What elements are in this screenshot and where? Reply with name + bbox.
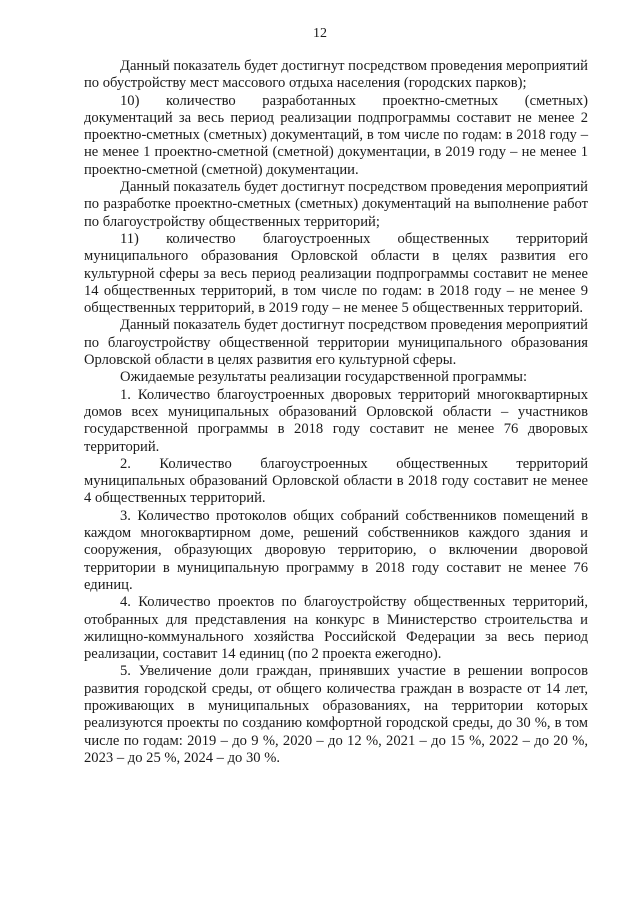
paragraph-design-docs-indicator: Данный показатель будет достигнут посредством проведения мероприятий по разработке проектно-сметных (сметных) документаций на выполнение работ по благоустройству общественных территорий; [84, 179, 588, 230]
paragraph-result-2: 2. Количество благоустроенных общественных территорий муниципальных образований Орловской области в 2018 году составит не менее 4 общественных территорий. [84, 455, 588, 507]
paragraph-public-territory-indicator: Данный показатель будет достигнут посредством проведения мероприятий по благоустройству общественной территории муниципального образования Орловской области в целях развития его культурной сферы. [84, 317, 588, 369]
paragraph-result-1: 1. Количество благоустроенных дворовых территорий многоквартирных домов всех муниципальных образований Орловской области – участников государственной программы в 2018 году составит не менее 76 дворовых территорий. [84, 386, 588, 455]
paragraph-result-3: 3. Количество протоколов общих собраний собственников помещений в каждом многоквартирном доме, решений собственников каждого здания и сооружения, образующих дворовую территорию, о включении дворовой территории в муниципальную программу в 2018 году составит не менее 76 единиц. [84, 507, 588, 593]
page-number: 12 [313, 26, 327, 41]
paragraph-result-4: 4. Количество проектов по благоустройству общественных территорий, отобранных для представления на конкурс в Министерство строительства и жилищно-коммунального хозяйства Российской Федерации за весь период реализации, составит 14 единиц (по 2 проекта ежегодно). [84, 594, 588, 663]
paragraph-item-10: 10) количество разработанных проектно-сметных (сметных) документаций за весь период реализации подпрограммы составит не менее 2 проектно-сметных (сметных) документаций, в том числе по годам: в 2018 году – не менее 1 проектно-сметной (сметной) документации, в 2019 году – не менее 1 проектно-сметной (сметной) документации. [84, 92, 588, 178]
document-body [84, 58, 588, 767]
paragraph-item-11: 11) количество благоустроенных общественных территорий муниципального образования Орловской области в целях развития его культурной сферы за весь период реализации подпрограммы составит не менее 14 общественных территорий, в том числе по годам: в 2018 году – не менее 9 общественных территорий, в 2019 году – не менее 5 общественных территорий. [84, 230, 588, 317]
paragraph-parks-indicator: Данный показатель будет достигнут посредством проведения мероприятий по обустройству мест массового отдыха населения (городских парков); [84, 58, 588, 92]
paragraph-result-5: 5. Увеличение доли граждан, принявших участие в решении вопросов развития городской среды, от общего количества граждан в возрасте от 14 лет, проживающих в муниципальных образованиях, на территории которых реализуются проекты по созданию комфортной городской среды, до 30 %, в том числе по годам: 2019 – до 9 %, 2020 – до 12 %, 2021 – до 15 %, 2022 – до 20 %, 2023 – до 25 %, 2024 – до 30 %. [84, 663, 588, 766]
paragraph-expected-results-heading: Ожидаемые результаты реализации государственной программы: [120, 369, 528, 386]
